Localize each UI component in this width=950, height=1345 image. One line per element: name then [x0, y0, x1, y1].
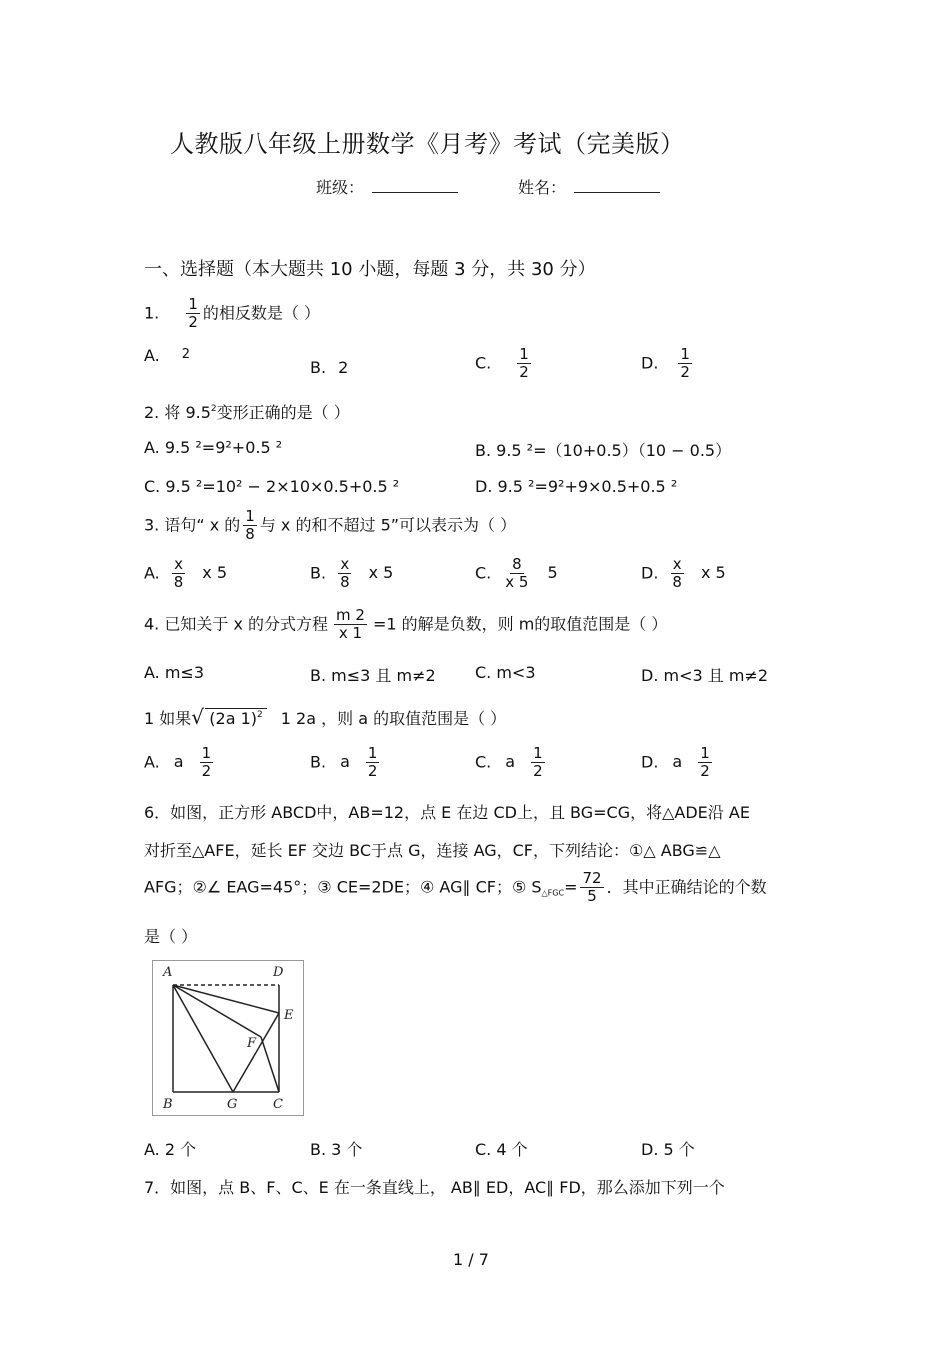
q5-option-b: B. a $\frac{1}{2}$ — [310, 744, 378, 781]
q1-option-a: A. 2 — [144, 346, 191, 365]
class-field — [316, 175, 458, 198]
q6-line-2: 对折至△AFE，延长 EF 交边 BC于点 G，连接 AG，CF，下列结论：①△ ABG≌△ — [144, 841, 721, 860]
class-label: 班级： — [316, 178, 365, 197]
page-title: 人教版八年级上册数学《月考》考试（完美版） — [170, 130, 685, 158]
label-d: D — [273, 965, 284, 980]
q1-text: 的相反数是（ ） — [202, 303, 320, 323]
name-label: 姓名： — [518, 178, 567, 197]
q1-fraction: $\frac{1}{2}$ — [188, 295, 198, 332]
label-b: B — [163, 1097, 173, 1112]
question-2: 2. 将 $9.5^2$变形正确的是（ ） — [144, 403, 350, 422]
square-figure — [152, 960, 304, 1116]
q1-option-b: B. 2 — [310, 358, 349, 377]
name-field — [518, 175, 660, 198]
q6-option-b: B. 3 个 — [310, 1140, 363, 1159]
q2-option-b: B. 9.5 ²=（10+0.5）（10 − 0.5） — [475, 441, 732, 460]
q1-option-d: D. $\frac{1}{2}$ — [641, 345, 690, 382]
q3-option-d: D. $\frac{x}{8}$ x 5 — [641, 555, 726, 592]
question-5: 1 如果√ (2a 1)$^2$ 1 2a ，则 a 的取值范围是（ ） — [144, 706, 506, 729]
q4-option-c: C. m<3 — [475, 663, 536, 682]
q3-option-b: B. $\frac{x}{8}$ x 5 — [310, 555, 394, 592]
question-7: 7．如图，点 B、F、C、E 在一条直线上， AB∥ ED，AC∥ FD，那么添加下列一个 — [144, 1178, 725, 1197]
q6-line-3: AFG；②∠ EAG=45°；③ CE=2DE；④ AG∥ CF；⑤ $S_{\triangle FGC}=$ $\frac{72}{5}$ ．其中正确结论的个数 — [144, 869, 767, 906]
label-g: G — [227, 1097, 238, 1112]
q4-option-a: A. m≤3 — [144, 663, 205, 682]
question-4: 4. 已知关于 x 的分式方程 $\frac{m 2}{x 1}$ =1 的解是负数，则 m的取值范围是（ ） — [144, 606, 668, 643]
q1-option-c: C. $\frac{1}{2}$ — [475, 345, 529, 382]
page-number: 1 / 7 — [453, 1250, 489, 1269]
q2-option-a: A. 9.5 ²=9²+0.5 ² — [144, 438, 283, 457]
q1-number: 1. — [144, 303, 160, 323]
q6-option-d: D. 5 个 — [641, 1140, 695, 1159]
q3-option-c: C. $\frac{8}{x 5}$ 5 — [475, 555, 558, 592]
label-a: A — [163, 965, 173, 980]
q3-option-a: A. $\frac{x}{8}$ x 5 — [144, 555, 228, 592]
q4-option-d: D. m<3 且 m≠2 — [641, 666, 769, 685]
q5-option-a: A. a $\frac{1}{2}$ — [144, 744, 212, 781]
question-1 — [144, 296, 320, 332]
question-3: 3. 语句“ x 的 $\frac{1}{8}$ 与 x 的和不超过 5”可以表示为（ ） — [144, 507, 517, 544]
label-e: E — [284, 1008, 294, 1023]
q5-sqrt: √ (2a 1)$^2$ — [205, 708, 266, 728]
q4-option-b: B. m≤3 且 m≠2 — [310, 666, 436, 685]
q6-option-a: A. 2 个 — [144, 1140, 197, 1159]
class-blank — [372, 178, 458, 193]
name-blank — [574, 178, 660, 193]
q6-option-c: C. 4 个 — [475, 1140, 528, 1159]
section-heading: 一、选择题（本大题共 10 小题，每题 3 分，共 30 分） — [144, 259, 596, 280]
q6-line-4: 是（ ） — [144, 927, 198, 946]
q5-option-d: D. a $\frac{1}{2}$ — [641, 744, 710, 781]
square-diagram — [153, 961, 303, 1115]
label-c: C — [273, 1097, 283, 1112]
label-f: F — [247, 1036, 257, 1051]
q2-option-d: D. 9.5 ²=9²+9×0.5+0.5 ² — [475, 477, 678, 496]
q5-option-c: C. a $\frac{1}{2}$ — [475, 744, 543, 781]
q6-line-1: 6．如图，正方形 ABCD中，AB=12，点 E 在边 CD上，且 BG=CG，将△ADE沿 AE — [144, 803, 750, 822]
q2-option-c: C. 9.5 ²=10² − 2×10×0.5+0.5 ² — [144, 477, 400, 496]
